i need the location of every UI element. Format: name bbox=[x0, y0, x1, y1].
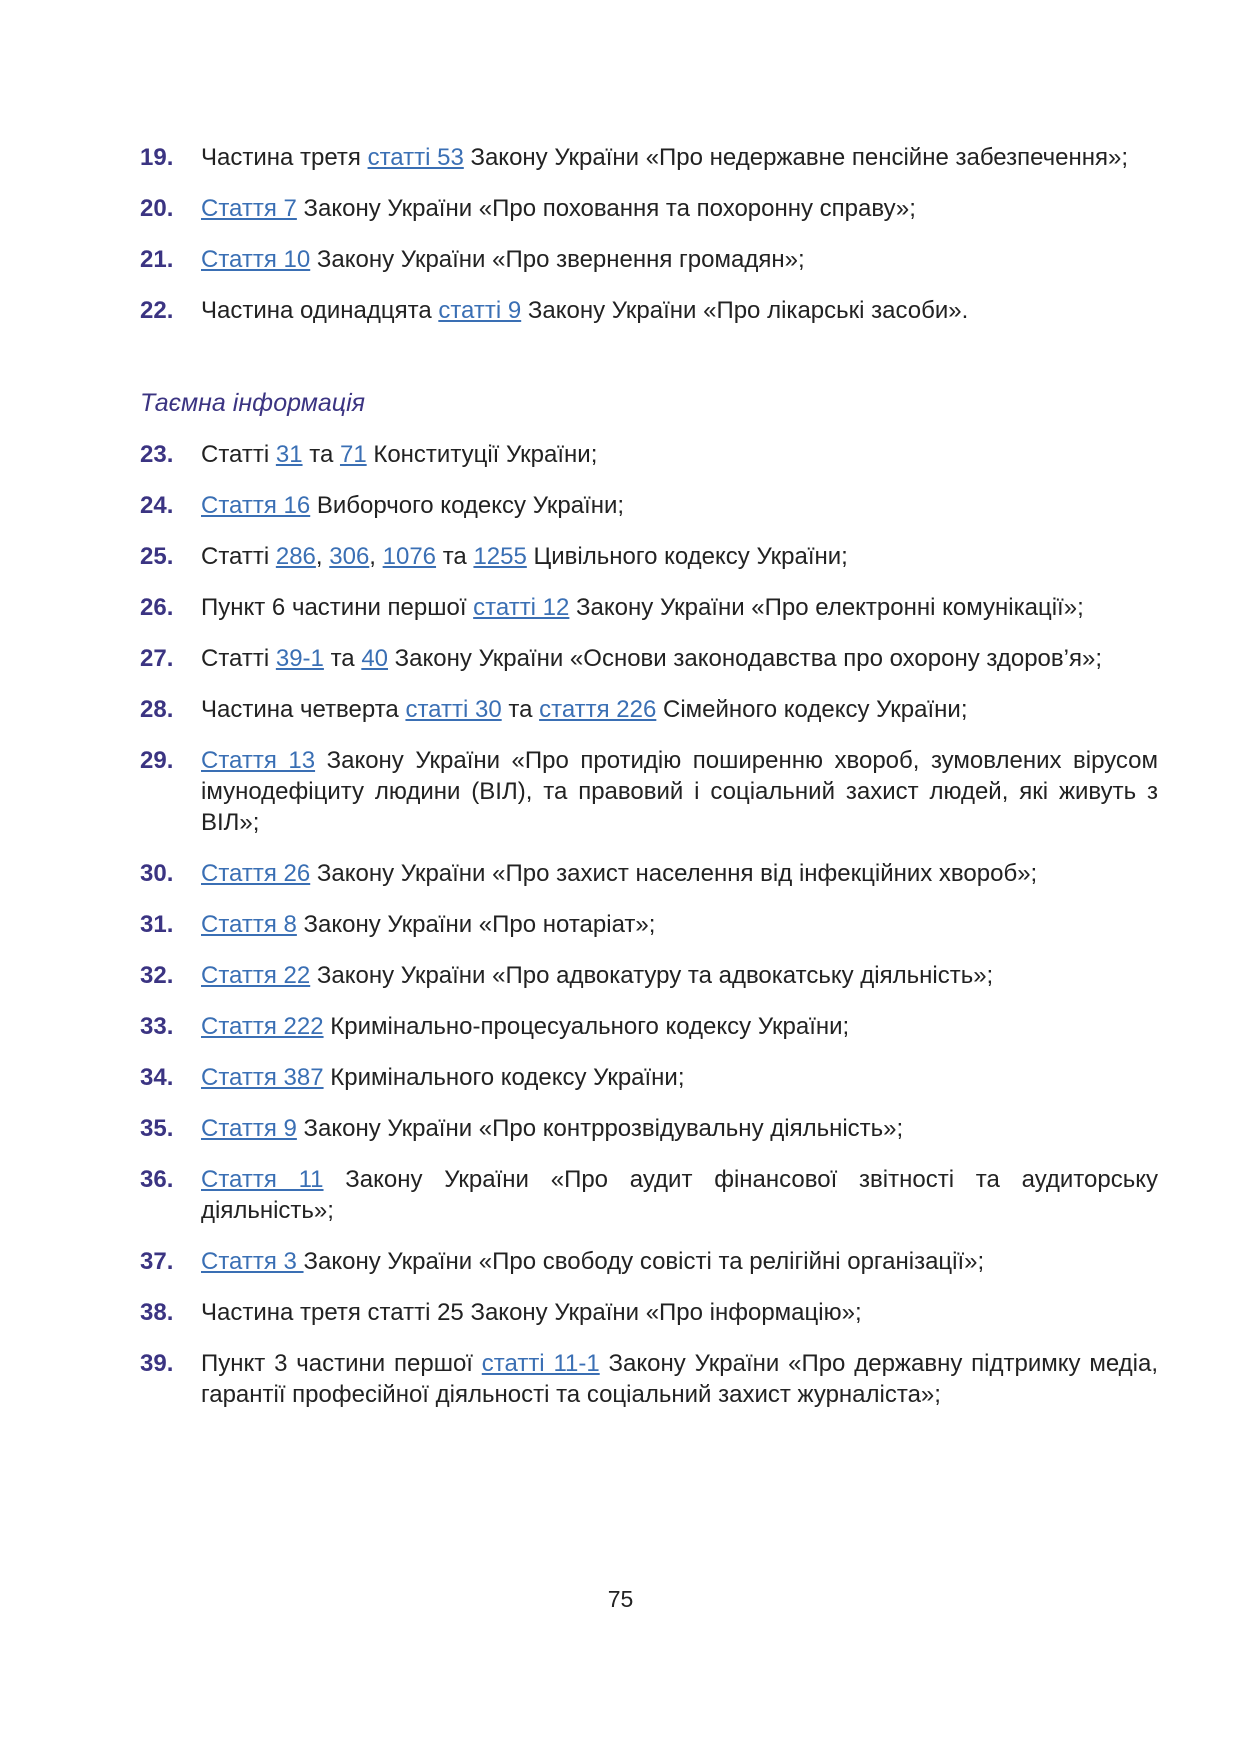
item-text: Частина третя bbox=[201, 144, 368, 171]
item-text: Виборчого кодексу України; bbox=[310, 492, 625, 519]
law-article-link[interactable]: статті 53 bbox=[367, 144, 464, 171]
law-article-link[interactable]: Стаття 10 bbox=[201, 246, 311, 273]
page-number: 75 bbox=[607, 1586, 634, 1612]
item-number: 21. bbox=[140, 246, 174, 273]
legal-references-list bbox=[140, 142, 1158, 1430]
item-text: Закону України «Про нотаріат»; bbox=[296, 911, 656, 938]
item-number: 25. bbox=[140, 543, 174, 570]
item-number: 39. bbox=[140, 1350, 174, 1377]
law-article-link[interactable]: Стаття 13 bbox=[201, 747, 316, 774]
list-item bbox=[140, 960, 1158, 991]
item-number: 20. bbox=[140, 195, 174, 222]
item-text: та bbox=[501, 696, 540, 723]
list-item bbox=[140, 694, 1158, 725]
item-text: Пункт 6 частини першої bbox=[201, 594, 474, 621]
item-text: Закону України «Про аудит фінансової звітності та аудиторську діяльність»; bbox=[201, 1166, 1158, 1224]
item-text: Частина одинадцята bbox=[201, 297, 439, 324]
item-text: та bbox=[436, 543, 474, 570]
item-text: Закону України «Про поховання та похоронну справу»; bbox=[296, 195, 916, 222]
item-text: Статті bbox=[201, 543, 276, 570]
list-item bbox=[140, 541, 1158, 572]
item-number: 28. bbox=[140, 696, 174, 723]
list-item bbox=[140, 909, 1158, 940]
item-text: Кримінально-процесуального кодексу України; bbox=[323, 1013, 850, 1040]
law-article-link[interactable]: 71 bbox=[339, 441, 367, 468]
law-article-link[interactable]: Стаття 8 bbox=[201, 911, 297, 938]
law-article-link[interactable]: 31 bbox=[275, 441, 303, 468]
law-article-link[interactable]: Стаття 16 bbox=[201, 492, 311, 519]
list-item bbox=[140, 1348, 1158, 1410]
list-item bbox=[140, 439, 1158, 470]
item-number: 27. bbox=[140, 645, 174, 672]
list-item bbox=[140, 643, 1158, 674]
law-article-link[interactable]: Стаття 22 bbox=[201, 962, 311, 989]
item-text: Закону України «Основи законодавства про охорону здоров’я»; bbox=[388, 645, 1102, 672]
item-text: Конституції України; bbox=[366, 441, 598, 468]
item-text: Закону України «Про свободу совісті та релігійні організації»; bbox=[303, 1248, 985, 1275]
item-text: Цивільного кодексу України; bbox=[526, 543, 848, 570]
list-item bbox=[140, 858, 1158, 889]
item-text: Закону України «Про державну підтримку медіа, гарантії професійної діяльності та соціальний захист журналіста»; bbox=[201, 1350, 1158, 1408]
list-item bbox=[140, 142, 1158, 173]
law-article-link[interactable]: 306 bbox=[329, 543, 370, 570]
list-item bbox=[140, 1246, 1158, 1277]
law-article-link[interactable]: 286 bbox=[275, 543, 316, 570]
item-number: 38. bbox=[140, 1299, 174, 1326]
list-group-secret bbox=[140, 439, 1158, 1410]
item-number: 22. bbox=[140, 297, 174, 324]
law-article-link[interactable]: Стаття 26 bbox=[201, 860, 311, 887]
item-number: 23. bbox=[140, 441, 174, 468]
item-number: 29. bbox=[140, 747, 174, 774]
item-number: 33. bbox=[140, 1013, 174, 1040]
item-text: Закону України «Про захист населення від інфекційних хвороб»; bbox=[310, 860, 1038, 887]
law-article-link[interactable]: 40 bbox=[361, 645, 389, 672]
list-item bbox=[140, 244, 1158, 275]
law-article-link[interactable]: 1076 bbox=[382, 543, 437, 570]
list-item bbox=[140, 193, 1158, 224]
item-number: 32. bbox=[140, 962, 174, 989]
item-number: 26. bbox=[140, 594, 174, 621]
list-item bbox=[140, 1297, 1158, 1328]
list-item bbox=[140, 295, 1158, 326]
law-article-link[interactable]: Стаття 9 bbox=[201, 1115, 297, 1142]
law-article-link[interactable]: статті 11-1 bbox=[481, 1350, 600, 1377]
law-article-link[interactable]: статті 30 bbox=[405, 696, 502, 723]
list-item bbox=[140, 1062, 1158, 1093]
item-number: 19. bbox=[140, 144, 174, 171]
law-article-link[interactable]: 39-1 bbox=[275, 645, 324, 672]
item-number: 24. bbox=[140, 492, 174, 519]
item-number: 35. bbox=[140, 1115, 174, 1142]
law-article-link[interactable]: статті 9 bbox=[438, 297, 522, 324]
list-item bbox=[140, 490, 1158, 521]
list-group-public bbox=[140, 142, 1158, 326]
law-article-link[interactable]: стаття 226 bbox=[539, 696, 657, 723]
item-text: Закону України «Про електронні комунікації»; bbox=[569, 594, 1084, 621]
item-text: та bbox=[302, 441, 340, 468]
item-text: Закону України «Про звернення громадян»; bbox=[310, 246, 805, 273]
law-article-link[interactable]: 1255 bbox=[473, 543, 527, 570]
law-article-link[interactable]: Стаття 3 bbox=[201, 1248, 304, 1275]
item-text: , bbox=[315, 543, 330, 570]
list-item bbox=[140, 1011, 1158, 1042]
list-item bbox=[140, 1164, 1158, 1226]
item-number: 31. bbox=[140, 911, 174, 938]
item-number: 34. bbox=[140, 1064, 174, 1091]
item-text: Закону України «Про лікарські засоби». bbox=[521, 297, 969, 324]
item-text: , bbox=[369, 543, 383, 570]
law-article-link[interactable]: Стаття 7 bbox=[201, 195, 297, 222]
item-text: Кримінального кодексу України; bbox=[323, 1064, 685, 1091]
law-article-link[interactable]: статті 12 bbox=[473, 594, 570, 621]
item-number: 36. bbox=[140, 1166, 174, 1193]
law-article-link[interactable]: Стаття 387 bbox=[201, 1064, 324, 1091]
list-item bbox=[140, 592, 1158, 623]
item-text: Пункт 3 частини першої bbox=[201, 1350, 482, 1377]
item-text: Сімейного кодексу України; bbox=[656, 696, 968, 723]
item-text: Частина четверта bbox=[201, 696, 406, 723]
item-text: Частина третя статті 25 Закону України «Про інформацію»; bbox=[201, 1299, 862, 1326]
item-text: Закону України «Про недержавне пенсійне забезпечення»; bbox=[463, 144, 1129, 171]
item-text: Статті bbox=[201, 441, 276, 468]
item-text: Закону України «Про адвокатуру та адвокатську діяльність»; bbox=[310, 962, 994, 989]
item-text: та bbox=[323, 645, 362, 672]
section-heading: Таємна інформація bbox=[140, 389, 366, 417]
list-item bbox=[140, 1113, 1158, 1144]
list-item bbox=[140, 745, 1158, 838]
item-text: Статті bbox=[201, 645, 276, 672]
law-article-link[interactable]: Стаття 222 bbox=[201, 1013, 324, 1040]
item-text: Закону України «Про контррозвідувальну діяльність»; bbox=[296, 1115, 904, 1142]
item-text: Закону України «Про протидію поширенню хвороб, зумовлених вірусом імунодефіциту людини (ВІЛ), та правовий і соціальний захист людей, які живуть з ВІЛ»; bbox=[201, 747, 1159, 836]
item-number: 30. bbox=[140, 860, 174, 887]
law-article-link[interactable]: Стаття 11 bbox=[201, 1166, 324, 1193]
item-number: 37. bbox=[140, 1248, 174, 1275]
